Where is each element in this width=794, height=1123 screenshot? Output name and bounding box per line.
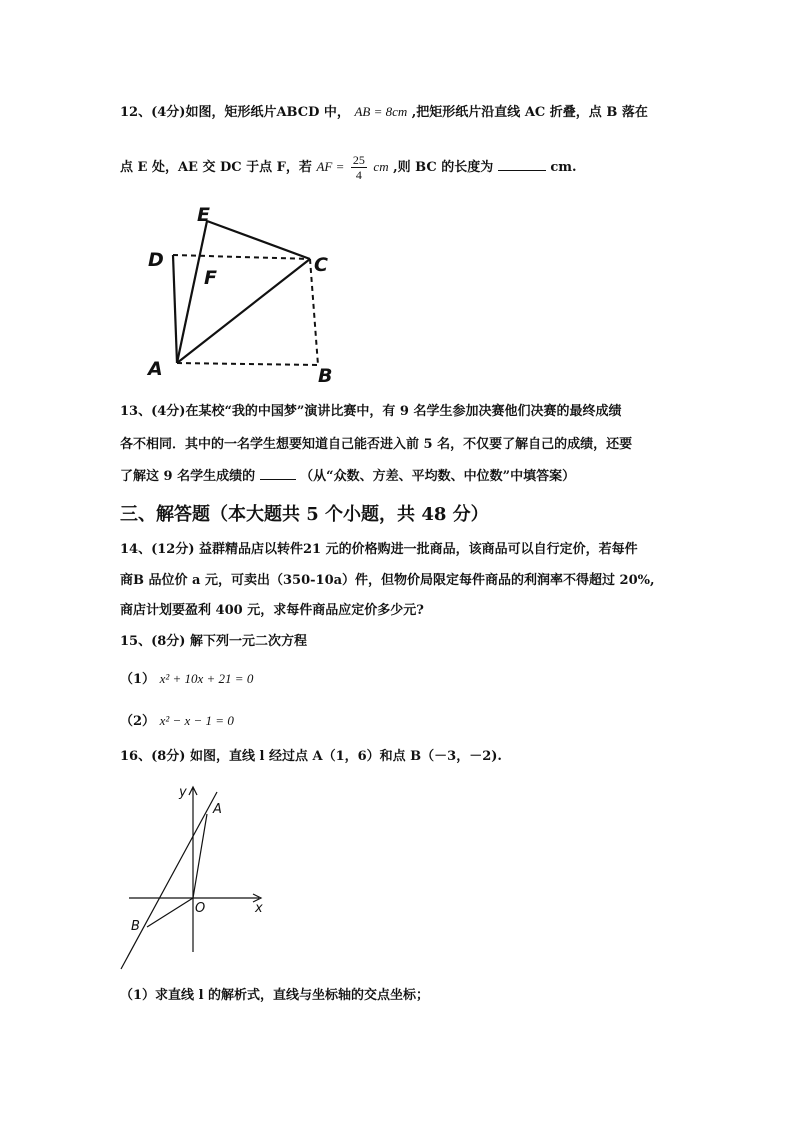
segment-oa: [193, 814, 207, 898]
q12-math-af: AF =: [316, 159, 345, 174]
side-ab-dashed: [177, 363, 318, 365]
q15-equation-1: x² + 10x + 21 = 0: [159, 671, 254, 686]
q14-line3: 商店计划要盈利 400 元，求每件商品应定价多少元?: [120, 603, 424, 618]
q16-part1: （1）求直线 l 的解析式，直线与坐标轴的交点坐标；: [120, 988, 430, 1003]
q13-answer-blank[interactable]: [260, 479, 296, 480]
q13-line2: 各不相同．其中的一名学生想要知道自己能否进入前 5 名，不仅要了解自己的成绩，还要: [120, 437, 633, 452]
q12-answer-unit: cm.: [550, 160, 577, 175]
line-l: [121, 792, 217, 969]
q12-fraction: [351, 153, 367, 182]
q16-title: 16、(8分) 如图，直线 l 经过点 A（1，6）和点 B（－3，－2).: [120, 749, 502, 764]
q13-line1: 13、(4分)在某校“我的中国梦”演讲比赛中，有 9 名学生参加决赛他们决赛的最终成绩: [120, 404, 622, 419]
q15-title: 15、(8分) 解下列一元二次方程: [120, 634, 307, 649]
label-f: F: [204, 267, 217, 289]
q12-line1: [120, 103, 648, 122]
segment-ob: [147, 898, 193, 927]
label-a: A: [213, 802, 222, 817]
q12-text-b: ,把矩形纸片沿直线 AC 折叠，点 B 落在: [411, 105, 648, 120]
q13-text-b: （从“众数、方差、平均数、中位数”中填答案）: [300, 469, 576, 484]
diagonal-ac: [177, 259, 310, 363]
q15-part1: [120, 670, 253, 689]
q12-text-c: 点 E 处，AE 交 DC 于点 F，若: [120, 160, 312, 175]
label-d: D: [148, 249, 164, 271]
label-y: y: [179, 785, 187, 800]
q15-equation-2: x² − x − 1 = 0: [159, 713, 234, 728]
q15-part2: [120, 712, 234, 731]
q12-answer-blank[interactable]: [498, 170, 546, 171]
q12-line2: [120, 150, 577, 185]
side-dc: [173, 255, 310, 259]
q14-line2: 商B 品位价 a 元，可卖出（350-10a）件，但物价局限定每件商品的利润率不得超过 20%,: [120, 573, 655, 588]
q14-line1: 14、(12分) 益群精品店以转件21 元的价格购进一批商品，该商品可以自行定价，若每件: [120, 542, 638, 557]
q12-frac-numerator: 25: [352, 153, 365, 167]
label-b: B: [318, 365, 333, 387]
q12-frac-denominator: 4: [355, 168, 362, 182]
q12-text-d: ,则 BC 的长度为: [393, 160, 494, 175]
label-e: E: [197, 204, 210, 226]
label-b: B: [131, 919, 140, 934]
section-3-heading: 三、解答题（本大题共 5 个小题，共 48 分）: [120, 504, 489, 525]
side-ad: [173, 255, 177, 363]
q12-rectangle-figure: [140, 195, 350, 390]
label-a: A: [148, 358, 163, 380]
label-o: O: [195, 901, 206, 916]
fold-line-ec: [207, 221, 310, 259]
q15-part2-label: （2）: [120, 714, 156, 729]
q12-unit: cm: [373, 159, 389, 174]
label-c: C: [314, 254, 328, 276]
q12-math-ab: AB = 8cm: [354, 104, 408, 119]
q12-text-a: 12、(4分)如图，矩形纸片ABCD 中，: [120, 105, 350, 120]
q15-part1-label: （1）: [120, 672, 156, 687]
label-x: x: [255, 901, 263, 916]
q16-coordinate-figure: [115, 782, 275, 977]
q13-line3: [120, 468, 575, 486]
q13-text-a: 了解这 9 名学生成绩的: [120, 469, 256, 484]
